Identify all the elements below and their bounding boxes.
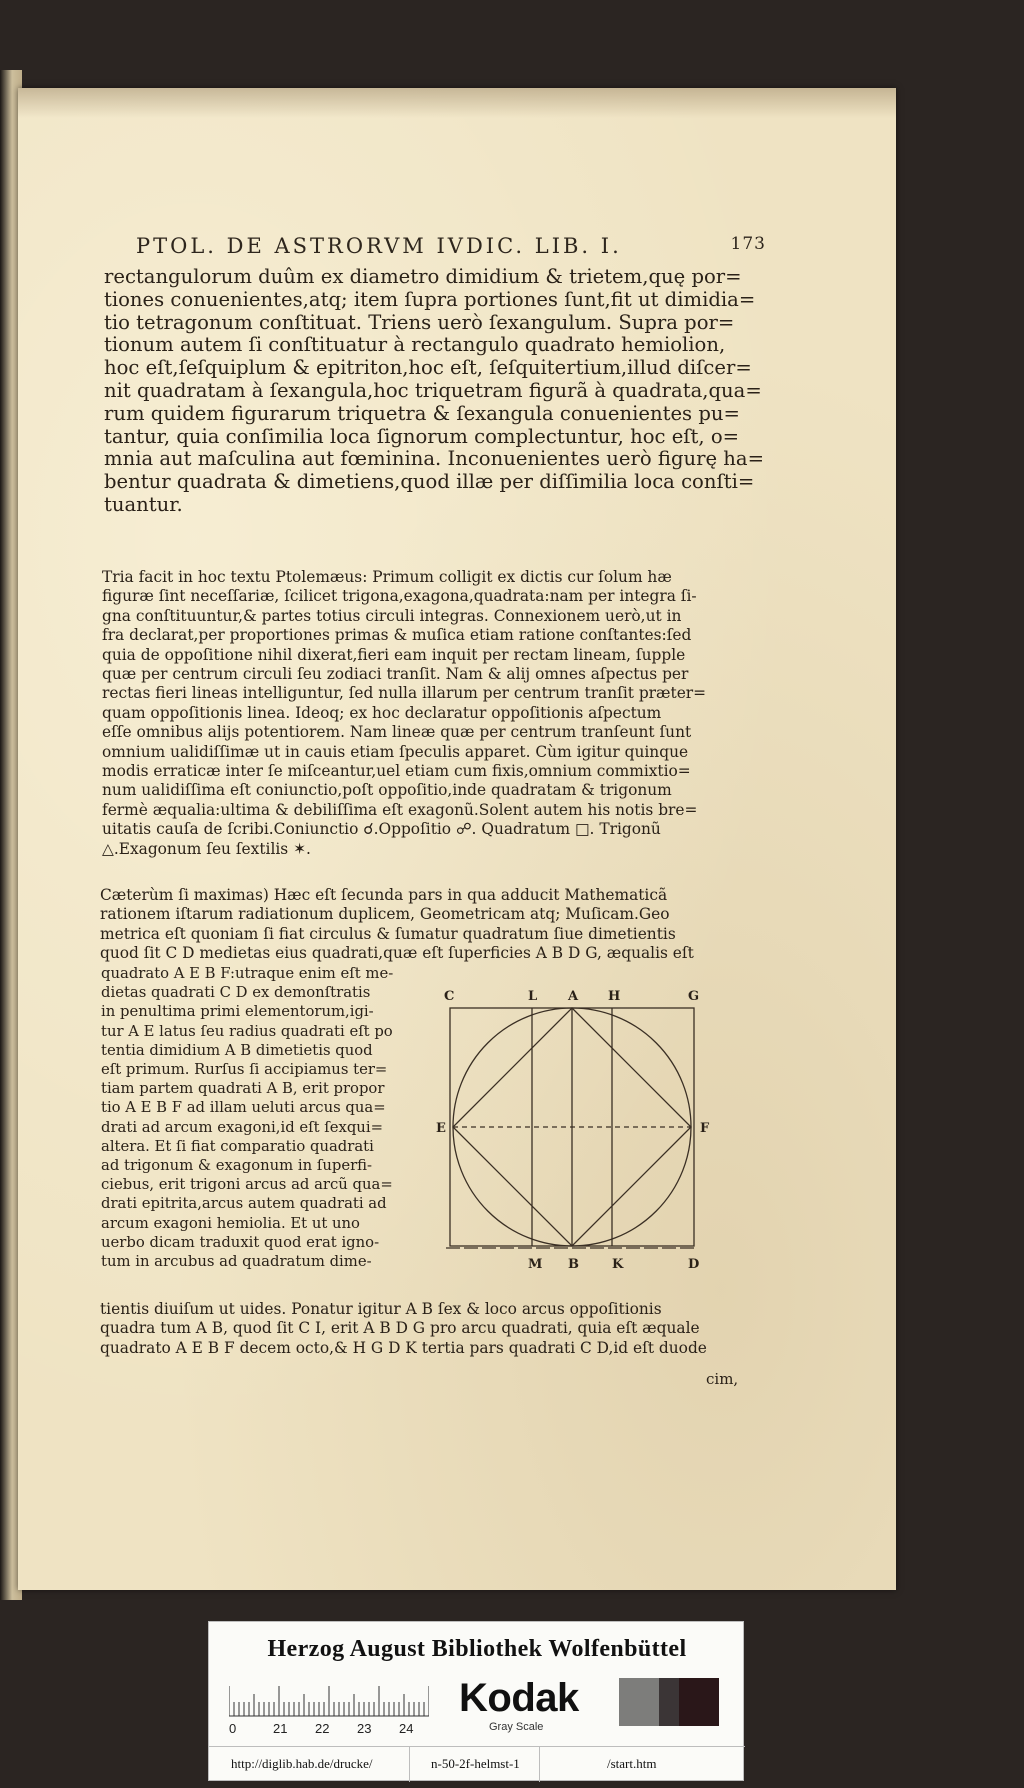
label-g: G [688,989,700,1004]
label-b: B [568,1257,579,1272]
label-d: D [688,1257,700,1272]
commentary-line: △.Exagonum ſeu ſextilis ✶. [102,839,311,858]
ruler-number: 0 [229,1721,237,1736]
catchword: cim, [706,1370,739,1388]
scale-ruler [229,1675,429,1717]
ruler-number: 22 [315,1721,330,1736]
commentary-line: rectas fieri lineas intelliguntur, ſed nulla illarum per centrum tranſit præter= [102,684,707,703]
side-line: tio A E B F ad illam ueluti arcus qua= [101,1099,386,1117]
side-line: eſt primum. Rurſus ſi accipiamus ter= [101,1061,388,1079]
main-line: tiones conuenientes,atq; item ſupra portiones ſunt,fit ut dimidia= [104,287,756,311]
label-a: A [568,989,579,1004]
geometric-diagram [436,986,716,1286]
commentary-block-1 [102,568,742,859]
ruler-numbers [229,1721,459,1739]
kodak-logo: Kodak [459,1676,579,1720]
side-line: ad trigonum & exagonum in ſuperfi- [101,1157,373,1175]
commentary-line: metrica eſt quoniam ſi fiat circulus & ſumatur quadratum ſiue dimetientis [100,924,676,943]
bottom-line: quadrato A E B F decem octo,& H G D K tertia pars quadrati C D,id eſt duode [100,1338,707,1357]
main-line: bentur quadrata & dimetiens,quod illæ per diſſimilia loca conſti= [104,470,755,494]
side-line: arcum exagoni hemiolia. Et ut uno [101,1214,360,1232]
label-m: M [528,1257,543,1272]
commentary-line: num ualidiſſima eſt coniunctio,poſt oppoſitio,inde quadratam & trigonum [102,781,672,800]
url-right: /start.htm [607,1756,657,1771]
commentary-line: Cæterùm ſi maximas) Hæc eſt ſecunda pars in qua adducit Mathematicã [100,886,668,904]
label-h: H [608,989,621,1004]
commentary-line: fermè æqualia:ultima & debiliſſima eſt exagonũ.Solent autem his notis bre= [102,800,698,819]
card-divider [539,1746,540,1782]
commentary-line: Tria facit in hoc textu Ptolemæus: Primum colligit ex dictis cur ſolum hæ [102,568,672,586]
running-header [136,234,766,258]
label-e: E [436,1121,446,1136]
side-text-block [101,964,441,1271]
side-line: drati ad arcum exagoni,id eſt ſexqui= [101,1118,383,1136]
commentary-line: fra declarat,per proportiones primas & muſica etiam ratione conſtantes:ſed [102,626,692,645]
commentary-line: quod ſit C D medietas eius quadrati,quæ eſt ſuperficies A B D G, æqualis eſt [100,944,694,963]
gray-swatch-mid [619,1678,659,1726]
commentary-line: uitatis cauſa de ſcribi.Coniunctio ☌.Oppoſitio ☍. Quadratum □. Trigonũ [102,820,661,839]
main-line: tio tetragonum conſtituat. Triens uerò ſexangulum. Supra por= [104,310,735,334]
label-k: K [612,1257,624,1272]
label-l: L [528,989,538,1004]
side-line: tiam partem quadrati A B, erit propor [101,1080,385,1098]
main-line: rum quidem figurarum triquetra & ſexangula conuenientes pu= [104,401,740,425]
side-line: in penultima primi elementorum,igi- [101,1003,374,1021]
running-title: PTOL. DE ASTRORVM IVDIC. LIB. I. [136,234,622,258]
commentary-line: figuræ ſint neceſſariæ, ſcilicet trigona,exagona,quadrata:nam per integra ſi- [102,587,697,606]
commentary-line: modis erraticæ inter ſe miſceantur,uel etiam cum fixis,omnium commixtio= [102,762,691,781]
ruler-number: 24 [399,1721,414,1736]
url-left: http://diglib.hab.de/drucke/ [231,1756,373,1771]
label-c: C [444,989,455,1004]
main-line: tantur, quia conſimilia loca ſignorum complectuntur, hoc eſt, o= [104,424,740,448]
commentary-line: omnium ualidiſſimæ ut in cauis etiam ſpeculis apparet. Cùm igitur quinque [102,742,689,761]
commentary-line: quæ per centrum circuli ſeu zodiaci tranſit. Nam & alij omnes aſpectus per [102,665,689,684]
library-info-card [208,1621,744,1781]
gray-swatch-dark [659,1678,679,1726]
ruler-number: 23 [357,1721,372,1736]
gray-scale-label: Gray Scale [489,1721,544,1733]
library-title: Herzog August Bibliothek Wolfenbüttel [267,1636,687,1662]
label-f: F [700,1121,710,1136]
main-line: tionum autem ſi conſtituatur à rectangulo quadrato hemiolion, [104,333,726,357]
card-divider [209,1746,745,1747]
commentary-block-2 [100,886,740,964]
side-line: altera. Et ſi fiat comparatio quadrati [101,1137,374,1155]
ruler-number: 21 [273,1721,288,1736]
bottom-line: quadra tum A B, quod ſit C I, erit A B D G pro arcu quadrati, quia eſt æquale [100,1319,700,1338]
folio-number: 173 [730,234,766,254]
main-line: nit quadratam à ſexangula,hoc triquetram figurã à quadrata,qua= [104,378,762,402]
side-line: uerbo dicam traduxit quod erat igno- [101,1233,380,1251]
commentary-line: gna conſtituuntur,& partes totius circuli integras. Connexionem uerò,ut in [102,606,682,625]
bottom-text-block [100,1300,740,1358]
main-line: rectangulorum duûm ex diametro dimidium & trietem,quę por= [104,265,742,288]
card-divider [409,1746,410,1782]
side-line: dietas quadrati C D ex demonſtratis [101,984,371,1002]
side-line: drati epitrita,arcus autem quadrati ad [101,1195,387,1213]
side-line: tur A E latus ſeu radius quadrati eſt po [101,1022,393,1040]
main-text-block [104,265,765,517]
side-line: tum in arcubus ad quadratum dime- [101,1253,372,1271]
commentary-line: rationem iſtarum radiationum duplicem, Geometricam atq; Muſicam.Geo [100,905,670,924]
page-top-shade [18,88,896,118]
main-line: tuantur. [104,492,183,516]
gray-swatch-darkest [679,1678,719,1726]
commentary-line: quia de oppoſitione nihil dixerat,fieri eam inquit per rectam lineam, ſupple [102,645,686,664]
side-line: tentia dimidium A B dimetietis quod [101,1041,373,1059]
url-mid: n-50-2f-helmst-1 [431,1756,520,1771]
commentary-line: eſſe omnibus alijs potentiorem. Nam lineæ quæ per centrum tranſeunt ſunt [102,723,692,742]
side-line: ciebus, erit trigoni arcus ad arcũ qua= [101,1176,393,1194]
main-line: hoc eſt,ſeſquiplum & epitriton,hoc eſt, ſeſquitertium,illud diſcer= [104,356,752,380]
side-line: quadrato A E B F:utraque enim eſt me- [101,965,394,982]
commentary-line: quam oppoſitionis linea. Ideoq; ex hoc declaratur oppoſitionis aſpectum [102,703,662,722]
main-line: mnia aut maſculina aut fœminina. Inconuenientes uerò figurę ha= [104,447,765,471]
bottom-line: tientis diuiſum ut uides. Ponatur igitur A B ſex & loco arcus oppoſitionis [100,1300,662,1318]
